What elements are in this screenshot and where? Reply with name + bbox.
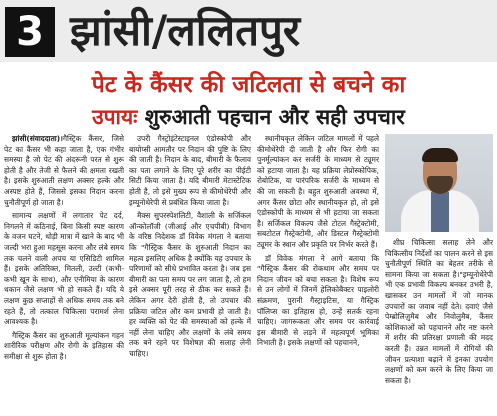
- headline-prefix: उपायः: [92, 105, 138, 129]
- article-column-3: [257, 134, 379, 416]
- photo-hair: [422, 148, 458, 162]
- headline-line-1: पेट के कैंसर की जटिलता से बचने का: [91, 72, 406, 98]
- headline-line-2: [0, 102, 497, 132]
- article-paragraph: शीघ्र चिकित्सा सलाह लेने और चिकित्सीय निर्देशों का पालन करने से इस चुनौतीपूर्ण स्थिति का बेहतर तरीके से सामना किया जा सकता है।"इम्यूनोथेरेपी भी एक प्रभावी विकल्प बनकर उभरी है, खासकर उन मामलों में जो मानक उपचारों का जवाब नहीं देते। दवाएं जैसे पेम्ब्रोलिज़ुमैब और निवोलुमैब, कैंसर कोशिकाओं को पहचानने और नष्ट करने में शरीर की प्रतिरक्षा प्रणाली की मदद करती हैं। उन्नत मामलों में रोगियों की जीवन प्रत्याशा बढ़ाने में इनका उपयोग लक्षणों को कम करने के लिए किया जा सकता है।: [385, 238, 493, 385]
- doctor-photo: [385, 134, 493, 232]
- headline-rest: शुरुआती पहचान और सही उपचार: [137, 105, 405, 129]
- article-paragraph: गैस्ट्रिक कैंसर का शुरुआती मूल्यांकन गहन शारीरिक परीक्षण और रोगी के इतिहास की समीक्षा से शुरू होता है।: [4, 330, 124, 361]
- article-paragraph: उपरी गैस्ट्रोइंटेस्टाइनल एंडोस्कोपी और बायोप्सी आमतौर पर निदान की पुष्टि के लिए की जाती है। निदान के बाद, बीमारी के फैलाव का पता लगाने के लिए पूरे शरीर का पीईटी सिटी किया जाता है। यदि बीमारी मेटास्टेटिक होती है, तो इसे मुख्य रूप से कीमोथेरेपी और इम्यूनोथेरेपी से प्रबंधित किया जाता है।: [129, 134, 251, 207]
- article-column-2: [129, 134, 251, 416]
- article-paragraph: डॉ विवेक मंगला ने आगे बताया कि "गैस्ट्रिक कैंसर की रोकथाम और समय पर निदान जीवन को बचा सकता है। विशेष रूप से उन लोगों में जिनमें हेलिकोबैक्टर पाइलोरी संक्रमण, पुरानी गैस्ट्राइटिस, या गैस्ट्रिक पॉलिप्स का इतिहास हो, उन्हें सतर्क रहना चाहिए। जागरूकता और समय पर कार्रवाई इस बीमारी से लड़ने में महत्वपूर्ण भूमिका निभाती है। इसके लक्षणों को पहचानने,: [257, 253, 379, 348]
- byline: झांसी(संवाददाता)।: [12, 134, 63, 143]
- article-column-1: [4, 134, 124, 416]
- article-paragraph: सामान्य लक्षणों में लगातार पेट दर्द, निगलने में कठिनाई, बिना किसी स्पष्ट कारण के वजन घटने, थोड़ी मात्रा में खाने के बाद भी जल्दी भरा हुआ महसूस करना और लंबे समय तक चलने वाली अपच या एसिडिटी शामिल हैं। इसके अतिरिक्त, मितली, उल्टी (कभी-कभी खून के साथ), और एनीमिया के कारण थकान जैसे लक्षण भी हो सकते हैं। यदि ये लक्षण कुछ सप्ताहों से अधिक समय तक बने रहते हैं, तो तत्काल चिकित्सा परामर्श लेना आवश्यक है।: [4, 211, 124, 327]
- article-paragraph: झांसी(संवाददाता)।गैस्ट्रिक कैंसर, जिसे पेट का कैंसर भी कहा जाता है, एक गंभीर समस्या है जो पेट की अंदरूनी परत से शुरू होती है और तेजी से फैलने की क्षमता रखती है। इसके शुरुआती लक्षण अक्सर हल्के और अस्पष्ट होते हैं, जिससे इसका निदान करना चुनौतीपूर्ण हो जाता है।: [4, 134, 124, 207]
- article-paragraph: स्थानीयकृत लेकिन जटिल मामलों में पहले कीमोथेरेपी दी जाती है और फिर रोगी का पुनर्मूल्यांकन कर सर्जरी के माध्यम से ट्यूमर को हटाया जाता है। यह प्रक्रिया लेप्रोस्कोपिक, रोबोटिक, या पारंपरिक सर्जरी के माध्यम से की जा सकती है। बहुत शुरुआती अवस्था में, अगर कैंसर छोटा और स्थानीयकृत हो, तो इसे एंडोस्कोपी के माध्यम से भी हटाया जा सकता है। सर्जिकल विकल्प जैसे टोटल गैस्ट्रेक्टोमी, सबटोटल गैस्ट्रेक्टोमी, और डिस्टल गैस्ट्रेक्टोमी ट्यूमर के स्थान और प्रकृति पर निर्भर करते हैं।: [257, 134, 379, 249]
- section-masthead: [0, 0, 497, 62]
- photo-shirt: [431, 192, 449, 232]
- article-paragraph: मैक्स सुपरस्पेशलिटी, वैशाली के सर्जिकल ऑन्कोलॉजी (जीआई और एचपीबी) विभाग के वरिष्ठ निदेशक डॉ विवेक मंगला ने बताया कि "गैस्ट्रिक कैंसर के शुरुआती निदान का महत्व इसलिए अधिक है क्योंकि यह उपचार के परिणामों को सीधे प्रभावित करता है। जब इस बीमारी का पता समय पर लग जाता है, तो हम इसे अक्सर पूरी तरह से ठीक कर सकते हैं। लेकिन अगर देरी होती है, तो उपचार की प्रक्रिया जटिल और कम प्रभावी हो जाती है। हर व्यक्ति को पेट की समस्याओं को हल्के में नहीं लेना चाहिए और लक्षणों के लंबे समय तक बने रहने पर विशेषज्ञ की सलाह लेनी चाहिए।: [129, 211, 251, 358]
- section-title: झांसी/ललितपुर: [70, 6, 301, 55]
- page-number: 3: [5, 7, 55, 57]
- article-column-4: [385, 238, 493, 416]
